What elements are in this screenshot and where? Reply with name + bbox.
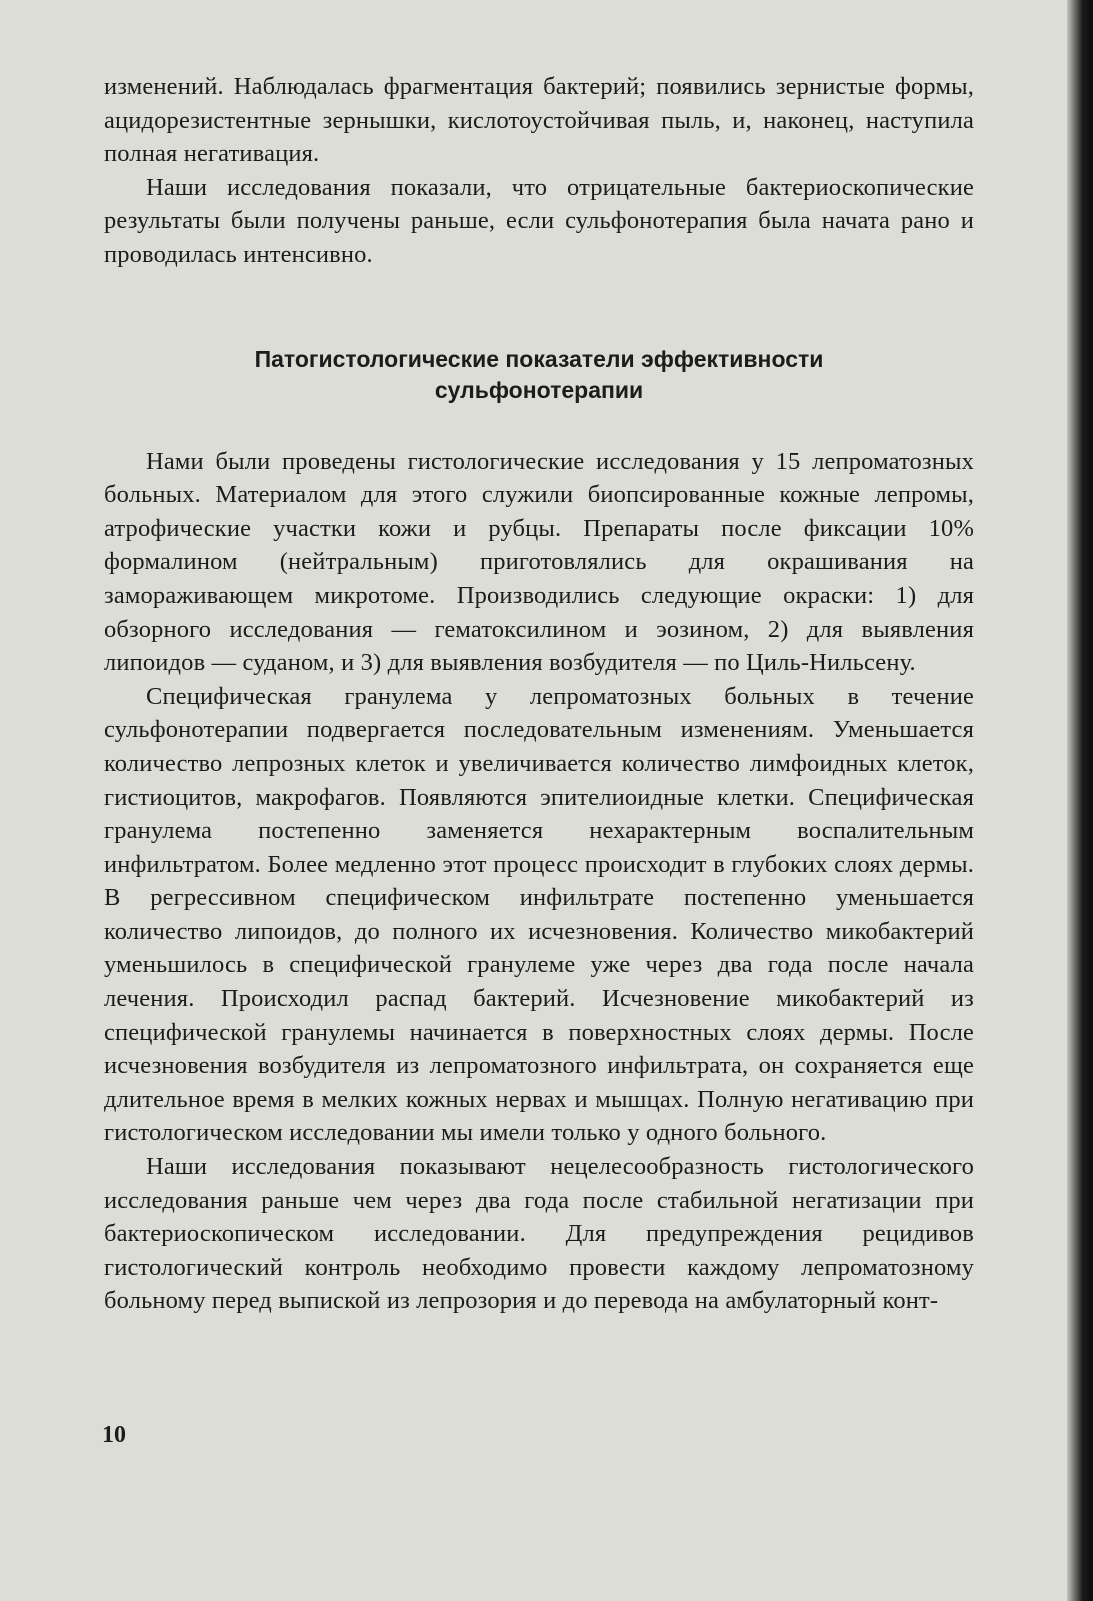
section-heading-line-1: Патогистологические показатели эффективности: [254, 345, 824, 372]
section-heading: [104, 344, 974, 406]
section-paragraph-granuloma: Специфическая гранулема у лепроматозных больных в течение сульфонотерапии подвергается последовательным изменениям. Уменьшается количество лепрозных клеток и увеличивается количество лимфоидных клеток, гистиоцитов, макрофагов. Появляются эпителиоидные клетки. Специфическая гранулема постепенно заменяется нехарактерным воспалительным инфильтратом. Более медленно этот процесс происходит в глубоких слоях дермы. В регрессивном специфическом инфильтрате постепенно уменьшается количество липоидов, до полного их исчезновения. Количество микобактерий уменьшилось в специфической гранулеме уже через два года после начала лечения. Происходил распад бактерий. Исчезновение микобактерий из специфической гранулемы начинается в поверхностных слоях дермы. После исчезновения возбудителя из лепроматозного инфильтрата, он сохраняется еще длительное время в мелких кожных нервах и мышцах. Полную негативацию при гистологическом исследовании мы имели только у одного больного.: [104, 682, 974, 1147]
page-text: [104, 70, 974, 1318]
page-number: 10: [102, 1422, 126, 1448]
section-paragraph-conclusion: Наши исследования показывают нецелесообразность гистологического исследования раньше чем через два года после стабильной негатизации при бактериоскопическом исследовании. Для предупреждения рецидивов гистологический контроль необходимо провести каждому лепроматозному больному перед выпиской из лепрозория и до перевода на амбулаторный конт-: [104, 1153, 974, 1315]
intro-paragraph-conclusion: Наши исследования показали, что отрицательные бактериоскопические результаты были получены раньше, если сульфонотерапия была начата рано и проводилась интенсивно.: [104, 173, 974, 268]
section-paragraph-methods: Нами были проведены гистологические исследования у 15 лепроматозных больных. Материалом для этого служили биопсированные кожные лепромы, атрофические участки кожи и рубцы. Препараты после фиксации 10% формалином (нейтральным) приготовлялись для окрашивания на замораживающем микротоме. Производились следующие окраски: 1) для обзорного исследования — гематоксилином и эозином, 2) для выявления липоидов — суданом, и 3) для выявления возбудителя — по Циль-Нильсену.: [104, 447, 974, 677]
section-heading-line-2: сульфонотерапии: [434, 376, 644, 403]
book-spine-shadow: [1067, 0, 1093, 1601]
section-body: [104, 445, 974, 1318]
intro-paragraph-continued: изменений. Наблюдалась фрагментация бактерий; появились зернистые формы, ацидорезистентные зернышки, кислотоустойчивая пыль, и, наконец, наступила полная негативация.: [104, 73, 974, 168]
